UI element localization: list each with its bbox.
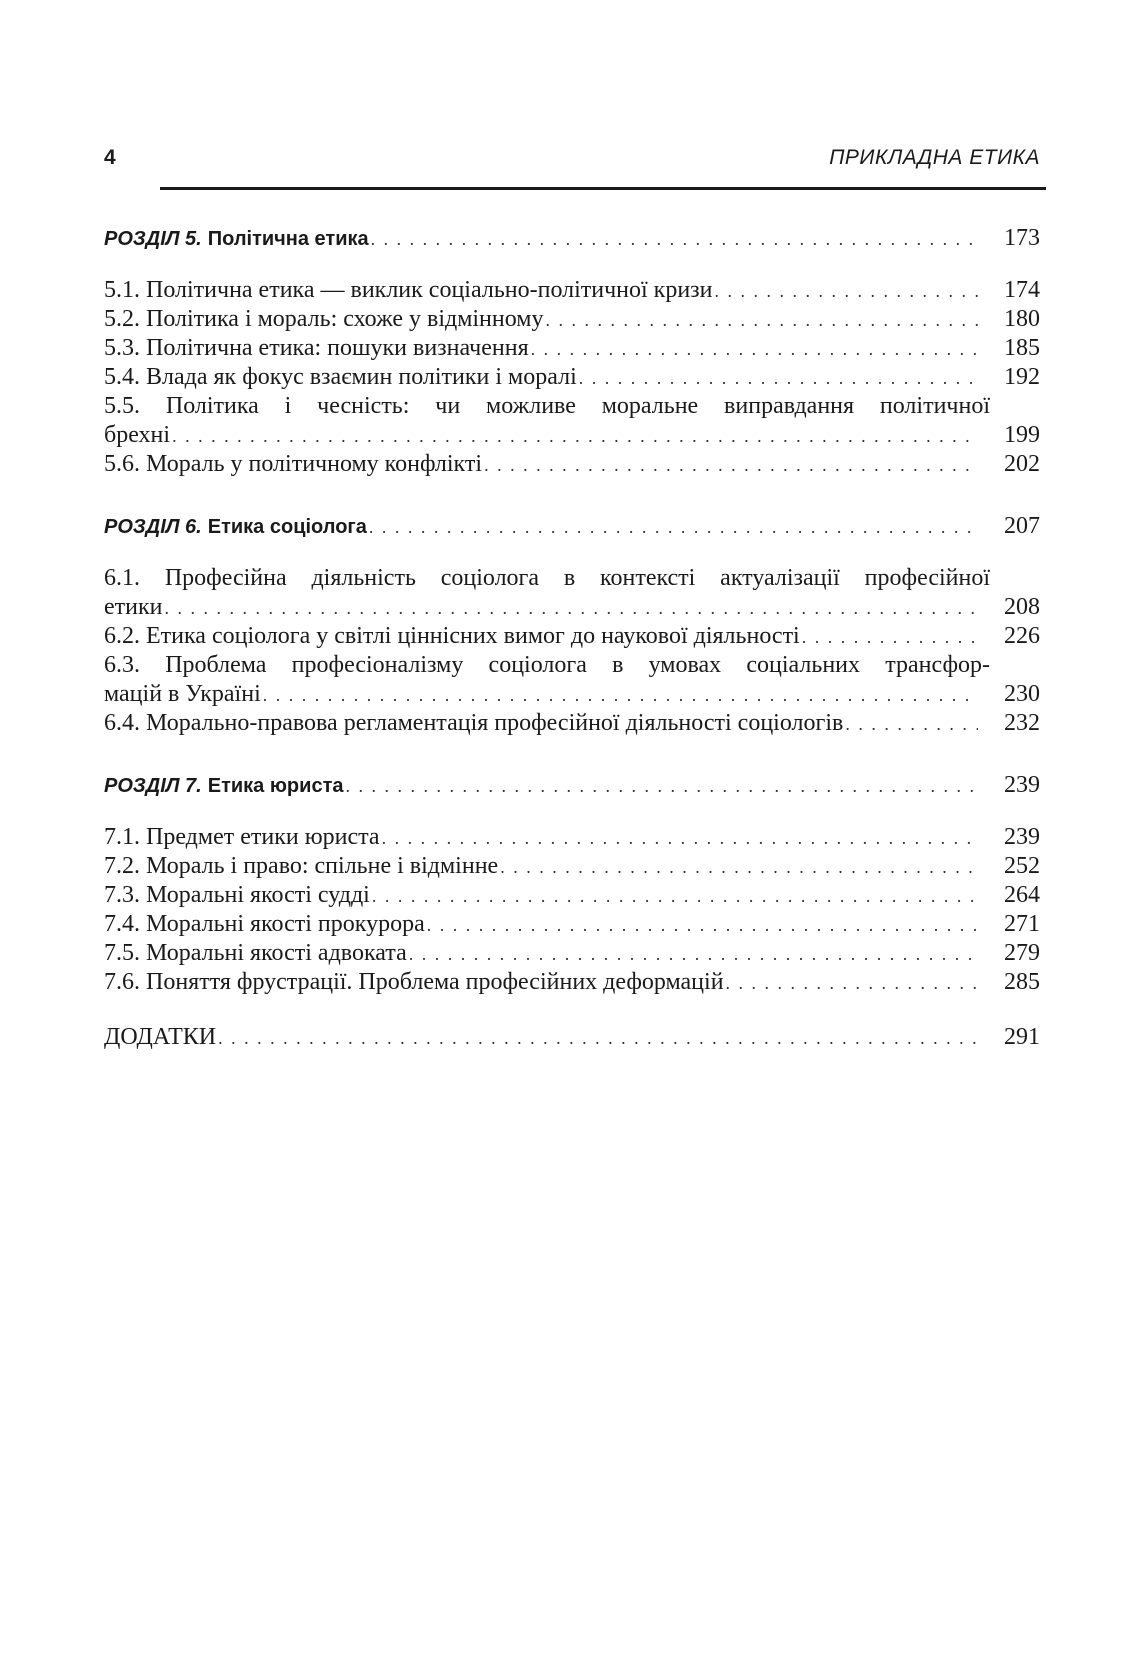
toc-entry[interactable]	[104, 276, 1040, 305]
chapter-title: Політична етика	[207, 228, 369, 250]
toc-appendix[interactable]	[104, 1023, 1040, 1052]
page-ref: 202	[1004, 451, 1040, 477]
dot-leader	[845, 710, 978, 739]
entry-title: 5.3. Політична етика: пошуки визначення	[104, 335, 529, 361]
page-ref: 192	[1004, 364, 1040, 390]
page-ref: 285	[1004, 969, 1040, 995]
toc-chapter-5[interactable]	[104, 224, 1040, 253]
toc-entry[interactable]	[104, 680, 1040, 709]
entry-title: 7.5. Моральні якості адвоката	[104, 940, 407, 966]
page-ref: 252	[1004, 853, 1040, 879]
page-ref: 232	[1004, 710, 1040, 736]
entry-title: 5.1. Політична етика — виклик соціально-політичної кризи	[104, 277, 713, 303]
toc-entry[interactable]	[104, 305, 1040, 334]
toc-entry[interactable]	[104, 622, 1040, 651]
dot-leader	[369, 513, 978, 542]
entry-title: 7.1. Предмет етики юриста	[104, 824, 380, 850]
dot-leader	[263, 681, 978, 710]
page-ref: 207	[1004, 513, 1040, 539]
chapter-title: Етика юриста	[207, 775, 344, 797]
toc-entry[interactable]	[104, 450, 1040, 479]
page-ref: 199	[1004, 422, 1040, 448]
table-of-contents	[104, 224, 1040, 1052]
dot-leader	[726, 969, 978, 998]
dot-leader	[427, 911, 978, 940]
toc-entry[interactable]	[104, 334, 1040, 363]
dot-leader	[715, 277, 978, 306]
dot-leader	[165, 594, 979, 623]
appendix-title: ДОДАТКИ	[104, 1024, 217, 1050]
entry-title-first-line[interactable]: 5.5. Політика і чесність: чи можливе моральне виправдання політичної	[104, 393, 990, 419]
page-ref: 279	[1004, 940, 1040, 966]
entry-title: 7.3. Моральні якості судді	[104, 882, 370, 908]
toc-entry[interactable]	[104, 852, 1040, 881]
toc-entry[interactable]	[104, 593, 1040, 622]
dot-leader	[545, 306, 978, 335]
page-ref: 239	[1004, 772, 1040, 798]
entry-title: 5.6. Мораль у політичному конфлікті	[104, 451, 483, 477]
chapter-label: РОЗДІЛ 5.	[104, 228, 202, 250]
page-ref: 271	[1004, 911, 1040, 937]
entry-title: 6.4. Морально-правова регламентація професійної діяльності соціологів	[104, 710, 844, 736]
entry-title-first-line[interactable]: 6.1. Професійна діяльність соціолога в контексті актуалізації професійної	[104, 565, 990, 591]
running-title: ПРИКЛАДНА ЕТИКА	[829, 146, 1040, 169]
dot-leader	[371, 225, 978, 254]
page-ref: 226	[1004, 623, 1040, 649]
page-ref: 291	[1004, 1024, 1040, 1050]
chapter-label: РОЗДІЛ 6.	[104, 516, 202, 538]
entry-title-continuation: мацій в Україні	[104, 681, 261, 707]
page-ref: 173	[1004, 225, 1040, 251]
entry-title: 5.4. Влада як фокус взаємин політики і моралі	[104, 364, 577, 390]
dot-leader	[172, 422, 978, 451]
header-rule	[160, 187, 1046, 190]
toc-entry[interactable]	[104, 421, 1040, 450]
entry-title-continuation: брехні	[104, 422, 171, 448]
toc-chapter-7[interactable]	[104, 771, 1040, 800]
page-header	[104, 146, 1040, 178]
dot-leader	[382, 824, 978, 853]
page-ref: 230	[1004, 681, 1040, 707]
dot-leader	[802, 623, 978, 652]
chapter-7-sections	[104, 823, 1040, 997]
dot-leader	[484, 451, 978, 480]
page-ref: 264	[1004, 882, 1040, 908]
entry-title: 5.2. Політика і мораль: схоже у відмінному	[104, 306, 544, 332]
toc-entry[interactable]	[104, 968, 1040, 997]
entry-title-continuation: етики	[104, 594, 163, 620]
dot-leader	[346, 772, 979, 801]
dot-leader	[531, 335, 978, 364]
dot-leader	[218, 1024, 978, 1053]
page-ref: 174	[1004, 277, 1040, 303]
dot-leader	[579, 364, 978, 393]
dot-leader	[409, 940, 978, 969]
page-ref: 239	[1004, 824, 1040, 850]
chapter-5-sections	[104, 276, 1040, 479]
dot-leader	[372, 882, 978, 911]
toc-entry[interactable]	[104, 709, 1040, 738]
toc-entry[interactable]	[104, 363, 1040, 392]
page-ref: 180	[1004, 306, 1040, 332]
page-ref: 185	[1004, 335, 1040, 361]
chapter-label: РОЗДІЛ 7.	[104, 775, 202, 797]
entry-title-first-line[interactable]: 6.3. Проблема професіоналізму соціолога в умовах соціальних трансфор-	[104, 652, 990, 678]
toc-entry[interactable]	[104, 823, 1040, 852]
entry-title: 7.4. Моральні якості прокурора	[104, 911, 425, 937]
toc-entry[interactable]	[104, 910, 1040, 939]
entry-title: 7.2. Мораль і право: спільне і відмінне	[104, 853, 499, 879]
chapter-6-sections	[104, 564, 1040, 738]
chapter-title: Етика соціолога	[207, 516, 367, 538]
toc-entry[interactable]	[104, 939, 1040, 968]
dot-leader	[500, 853, 978, 882]
toc-entry[interactable]	[104, 881, 1040, 910]
entry-title: 6.2. Етика соціолога у світлі ціннісних вимог до наукової діяльності	[104, 623, 800, 649]
toc-chapter-6[interactable]	[104, 512, 1040, 541]
page-ref: 208	[1004, 594, 1040, 620]
entry-title: 7.6. Поняття фрустрації. Проблема професійних деформацій	[104, 969, 724, 995]
page-number: 4	[104, 146, 116, 169]
